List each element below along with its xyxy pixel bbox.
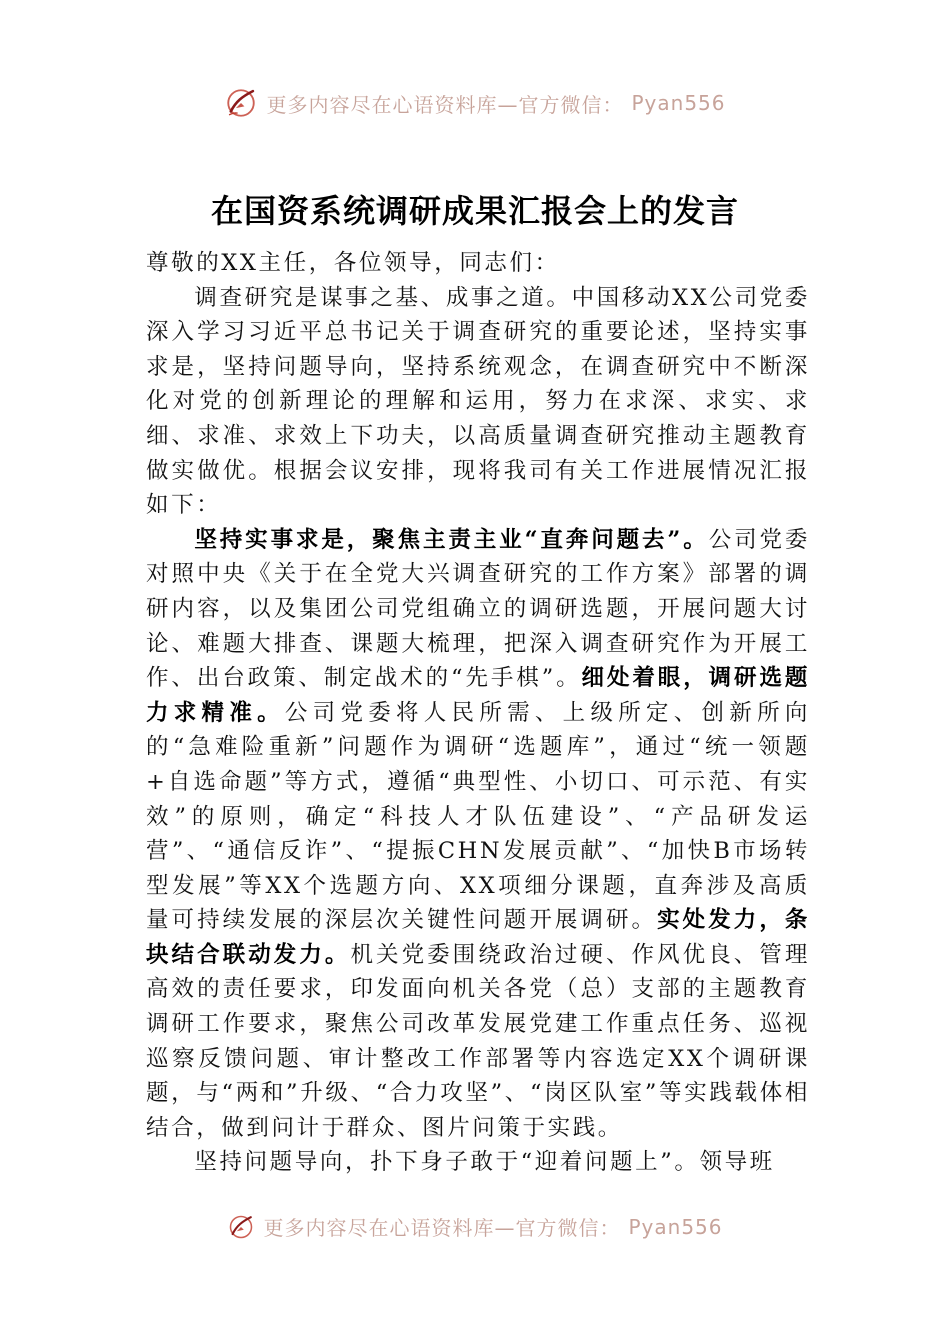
section-1-heading: 坚持实事求是，聚焦主责主业“直奔问题去”。 xyxy=(194,526,709,553)
section-1-text-3: 机关党委围绕政治过硬、作风优良、管理高效的责任要求，印发面向机关各党（总）支部的主题教育调研工作要求，聚焦公司改革发展党建工作重点任务、巡视巡察反馈问题、审计整改工作部署等内容选定XX个调研课题，与“两和”升级、“合力攻坚”、“岗区队室”等实践载体相结合，做到问计于群众、图片问策于实践。 xyxy=(146,941,810,1141)
section-1-text-1: 公司党委对照中央《关于在全党大兴调查研究的工作方案》部署的调研内容，以及集团公司党组确立的调研选题，开展问题大讨论、难题大排查、课题大梳理，把深入调查研究作为开展工作、出台政策、制定战术的“先手棋”。 xyxy=(146,526,810,692)
section-1-subheading-1: 细处着眼，调研选题力求精准。 xyxy=(146,665,810,726)
document-body xyxy=(146,246,810,1180)
watermark-footer xyxy=(0,1212,950,1241)
salutation: 尊敬的XX主任，各位领导，同志们： xyxy=(146,250,560,276)
watermark-wechat-id: Pyan556 xyxy=(628,1214,723,1239)
section-1-paragraph xyxy=(146,523,810,1146)
document-title: 在国资系统调研成果汇报会上的发言 xyxy=(210,192,739,230)
intro-paragraph: 调查研究是谋事之基、成事之道。中国移动XX公司党委深入学习习近平总书记关于调查研究的重要论述，坚持实事求是，坚持问题导向，坚持系统观念，在调查研究中不断深化对党的创新理论的理解和运用，努力在求深、求实、求细、求准、求效上下功夫，以高质量调查研究推动主题教育做实做优。根据会议安排，现将我司有关工作进展情况汇报如下： xyxy=(146,284,810,519)
watermark-text: 更多内容尽在心语资料库—官方微信： xyxy=(266,92,624,117)
watermark-wechat-id: Pyan556 xyxy=(631,91,726,115)
section-2-paragraph-start: 坚持问题导向，扑下身子敢于“迎着问题上”。领导班 xyxy=(194,1149,775,1176)
watermark-text: 更多内容尽在心语资料库—官方微信： xyxy=(263,1216,621,1240)
pen-logo-icon xyxy=(227,1213,255,1241)
pen-logo-icon xyxy=(224,86,258,120)
section-1-subheading-2: 实处发力，条块结合联动发力。 xyxy=(146,907,810,968)
section-1-text-2: 公司党委将人民所需、上级所定、创新所向的“急难险重新”问题作为调研“选题库”，通过“统一领题+自选命题”等方式，遵循“典型性、小切口、可示范、有实效”的原则，确定“科技人才队伍建设”、“产品研发运营”、“通信反诈”、“提振CHN发展贡献”、“加快B市场转型发展”等XX个选题方向、XX项细分课题，直奔涉及高质量可持续发展的深层次关键性问题开展调研。 xyxy=(146,699,810,934)
watermark-header xyxy=(0,86,950,120)
